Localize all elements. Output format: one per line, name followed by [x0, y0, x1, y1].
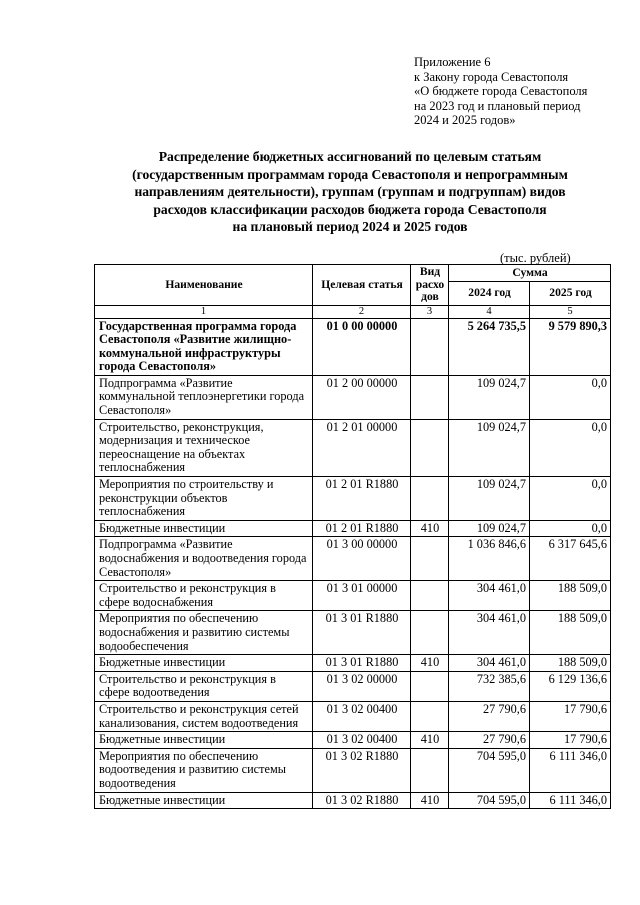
row-expense-type	[411, 537, 449, 581]
appendix-line: 2024 и 2025 годов»	[414, 113, 516, 127]
row-name: Бюджетные инвестиции	[95, 792, 313, 809]
row-expense-type	[411, 318, 449, 375]
row-amount-2025: 188 509,0	[530, 581, 611, 611]
row-amount-2024: 304 461,0	[449, 655, 530, 672]
row-name: Государственная программа города Севастополя «Развитие жилищно-коммунальной инфраструктуры города Севастополя»	[95, 318, 313, 375]
column-number: 4	[449, 305, 530, 318]
table-row	[95, 748, 611, 792]
row-amount-2024: 27 790,6	[449, 732, 530, 749]
row-amount-2024: 1 036 846,6	[449, 537, 530, 581]
row-expense-type	[411, 477, 449, 521]
row-name: Мероприятия по обеспечению водоотведения и развитию системы водоотведения	[95, 748, 313, 792]
row-amount-2024: 304 461,0	[449, 611, 530, 655]
header-name: Наименование	[95, 265, 313, 306]
table-row	[95, 318, 611, 375]
table-row	[95, 732, 611, 749]
row-expense-type	[411, 419, 449, 476]
row-target-code: 01 3 02 R1880	[313, 748, 411, 792]
row-target-code: 01 2 01 00000	[313, 419, 411, 476]
row-expense-type: 410	[411, 520, 449, 537]
table-row	[95, 701, 611, 731]
column-number: 2	[313, 305, 411, 318]
header-2025: 2025 год	[530, 281, 611, 305]
appendix-line: Приложение 6	[414, 55, 491, 69]
row-amount-2025: 17 790,6	[530, 732, 611, 749]
row-target-code: 01 3 02 00400	[313, 732, 411, 749]
row-target-code: 01 2 01 R1880	[313, 477, 411, 521]
row-expense-type	[411, 375, 449, 419]
row-expense-type	[411, 671, 449, 701]
row-expense-type: 410	[411, 732, 449, 749]
row-target-code: 01 3 00 00000	[313, 537, 411, 581]
appendix-note	[414, 55, 587, 128]
column-number: 1	[95, 305, 313, 318]
table-row	[95, 611, 611, 655]
row-target-code: 01 2 01 R1880	[313, 520, 411, 537]
row-target-code: 01 0 00 00000	[313, 318, 411, 375]
row-name: Бюджетные инвестиции	[95, 520, 313, 537]
row-amount-2024: 109 024,7	[449, 419, 530, 476]
title-line: расходов классификации расходов бюджета города Севастополя	[153, 201, 547, 217]
row-amount-2025: 17 790,6	[530, 701, 611, 731]
row-amount-2024: 27 790,6	[449, 701, 530, 731]
row-amount-2025: 6 317 645,6	[530, 537, 611, 581]
column-number-row	[95, 305, 611, 318]
table-row	[95, 477, 611, 521]
document-title	[60, 148, 640, 236]
table-body	[95, 318, 611, 809]
row-name: Бюджетные инвестиции	[95, 655, 313, 672]
header-vid: Вид расхо дов	[411, 265, 449, 306]
title-line: Распределение бюджетных ассигнований по целевым статьям	[158, 149, 542, 164]
appendix-line: «О бюджете города Севастополя	[414, 84, 588, 98]
table-row	[95, 581, 611, 611]
row-amount-2025: 6 129 136,6	[530, 671, 611, 701]
column-number: 3	[411, 305, 449, 318]
table-row	[95, 375, 611, 419]
row-expense-type	[411, 748, 449, 792]
table-row	[95, 520, 611, 537]
row-amount-2025: 188 509,0	[530, 611, 611, 655]
row-expense-type	[411, 581, 449, 611]
row-name: Строительство, реконструкция, модернизация и техническое переоснащение на объектах теплоснабжения	[95, 419, 313, 476]
row-amount-2024: 704 595,0	[449, 792, 530, 809]
row-target-code: 01 3 02 00000	[313, 671, 411, 701]
table-row	[95, 655, 611, 672]
row-name: Строительство и реконструкция в сфере водоотведения	[95, 671, 313, 701]
row-amount-2024: 704 595,0	[449, 748, 530, 792]
units-label: (тыс. рублей)	[500, 251, 571, 265]
title-line: на плановый период 2024 и 2025 годов	[232, 219, 468, 234]
row-expense-type	[411, 701, 449, 731]
header-code: Целевая статья	[313, 265, 411, 306]
row-amount-2025: 0,0	[530, 375, 611, 419]
header-2024: 2024 год	[449, 281, 530, 305]
row-amount-2025: 188 509,0	[530, 655, 611, 672]
row-amount-2024: 304 461,0	[449, 581, 530, 611]
row-amount-2025: 0,0	[530, 477, 611, 521]
row-amount-2024: 732 385,6	[449, 671, 530, 701]
row-amount-2024: 109 024,7	[449, 375, 530, 419]
row-name: Строительство и реконструкция в сфере водоснабжения	[95, 581, 313, 611]
row-amount-2024: 109 024,7	[449, 520, 530, 537]
title-line: (государственным программам города Севастополя и непрограммным	[132, 166, 568, 182]
row-name: Подпрограмма «Развитие водоснабжения и водоотведения города Севастополя»	[95, 537, 313, 581]
row-target-code: 01 3 01 R1880	[313, 611, 411, 655]
row-name: Подпрограмма «Развитие коммунальной теплоэнергетики города Севастополя»	[95, 375, 313, 419]
row-target-code: 01 3 01 R1880	[313, 655, 411, 672]
table-row	[95, 537, 611, 581]
row-amount-2024: 5 264 735,5	[449, 318, 530, 375]
row-target-code: 01 3 02 00400	[313, 701, 411, 731]
budget-table	[94, 264, 611, 809]
row-expense-type: 410	[411, 792, 449, 809]
row-amount-2025: 6 111 346,0	[530, 748, 611, 792]
row-target-code: 01 3 01 00000	[313, 581, 411, 611]
row-target-code: 01 2 00 00000	[313, 375, 411, 419]
row-amount-2025: 0,0	[530, 520, 611, 537]
table-row	[95, 792, 611, 809]
row-name: Мероприятия по строительству и реконструкции объектов теплоснабжения	[95, 477, 313, 521]
row-name: Мероприятия по обеспечению водоснабжения и развитию системы водообеспечения	[95, 611, 313, 655]
row-amount-2024: 109 024,7	[449, 477, 530, 521]
header-sum: Сумма	[449, 265, 611, 282]
title-line: направлениям деятельности), группам (группам и подгруппам) видов	[134, 184, 566, 199]
row-name: Строительство и реконструкция сетей канализования, систем водоотведения	[95, 701, 313, 731]
table-row	[95, 419, 611, 476]
row-expense-type: 410	[411, 655, 449, 672]
row-target-code: 01 3 02 R1880	[313, 792, 411, 809]
appendix-line: на 2023 год и плановый период	[414, 98, 581, 113]
column-number: 5	[530, 305, 611, 318]
row-amount-2025: 9 579 890,3	[530, 318, 611, 375]
row-amount-2025: 6 111 346,0	[530, 792, 611, 809]
table-row	[95, 671, 611, 701]
row-name: Бюджетные инвестиции	[95, 732, 313, 749]
appendix-line: к Закону города Севастополя	[414, 69, 569, 84]
row-expense-type	[411, 611, 449, 655]
row-amount-2025: 0,0	[530, 419, 611, 476]
